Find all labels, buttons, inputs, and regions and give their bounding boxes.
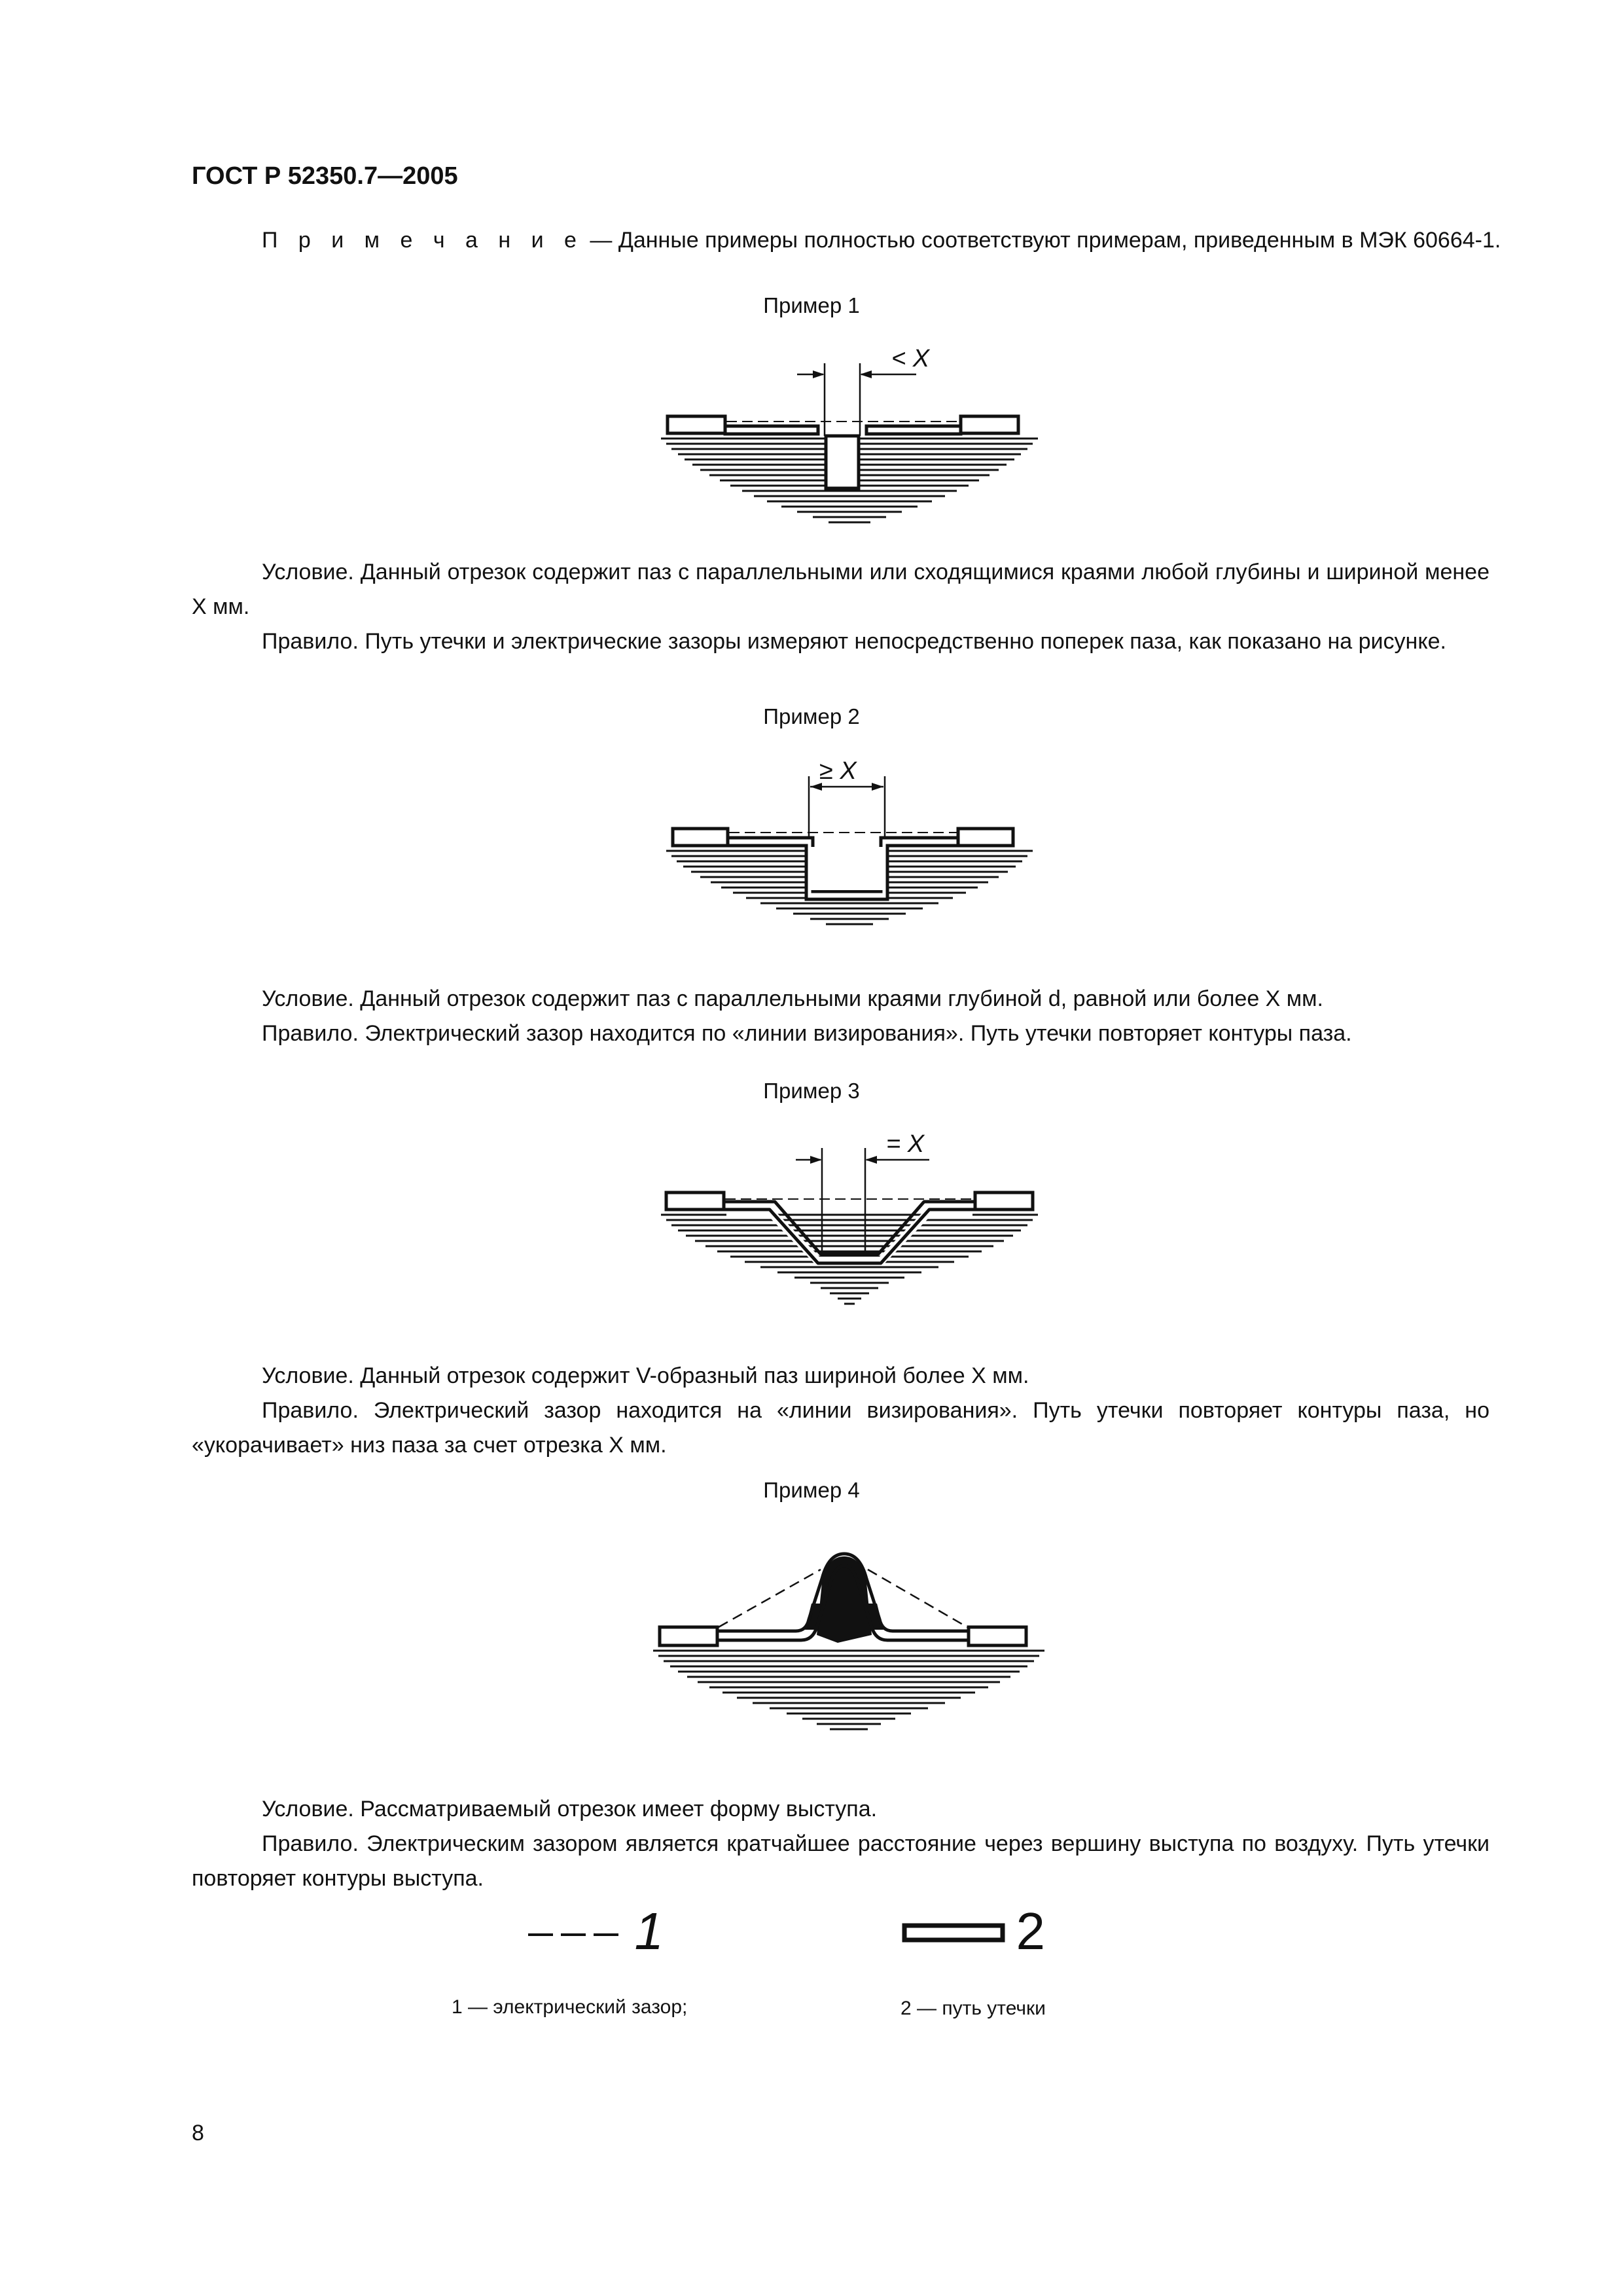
- example-2-caption: Пример 2: [763, 704, 860, 728]
- legend-1-number: 1: [634, 1902, 664, 1960]
- example-1-text: [192, 555, 1489, 659]
- example-1-caption: Пример 1: [763, 293, 860, 317]
- legend-item-1: [527, 1901, 664, 1962]
- example-3-figure: [648, 1126, 1054, 1322]
- example-4-rule: Правило. Электрическим зазором является кратчайшее расстояние через вершину выступа по воздуху. Путь утечки повторяет контуры выступа.: [192, 1831, 1489, 1891]
- example-3-caption: Пример 3: [763, 1079, 860, 1103]
- example-2-figure: [648, 753, 1054, 942]
- example-2-dimension-label: ≥ X: [819, 757, 857, 785]
- page-number: 8: [192, 2121, 204, 2145]
- example-1-condition: Условие. Данный отрезок содержит паз с параллельными или сходящимися краями любой глубины и шириной менее X мм.: [192, 560, 1489, 619]
- example-1-rule: Правило. Путь утечки и электрические зазоры измеряют непосредственно поперек паза, как показано на рисунке.: [262, 629, 1446, 654]
- example-3-text: [192, 1359, 1489, 1463]
- legend-item-2: [902, 1901, 1045, 1962]
- example-4-text: [192, 1792, 1489, 1896]
- example-3-dimension-label: = X: [886, 1130, 925, 1158]
- legend-2-caption: 2 — путь утечки: [901, 1998, 1046, 2019]
- example-4-caption: Пример 4: [763, 1478, 860, 1502]
- example-2-rule: Правило. Электрический зазор находится по «линии визирования». Путь утечки повторяет контуры паза.: [262, 1021, 1352, 1046]
- example-2-condition: Условие. Данный отрезок содержит паз с параллельными краями глубиной d, равной или более X мм.: [262, 986, 1323, 1011]
- document-header: ГОСТ Р 52350.7—2005: [192, 162, 458, 190]
- legend-1-caption: 1 — электрический зазор;: [452, 1996, 688, 2018]
- example-2-text: [192, 982, 1489, 1051]
- example-4-condition: Условие. Рассматриваемый отрезок имеет форму выступа.: [262, 1797, 878, 1821]
- example-1-dimension-label: < X: [891, 345, 930, 372]
- example-3-rule: Правило. Электрический зазор находится на «линии визирования». Путь утечки повторяет контуры паза, но «укорачивает» низ паза за счет отрезка X мм.: [192, 1398, 1489, 1458]
- note-paragraph: [262, 228, 1501, 253]
- legend-2-number: 2: [1016, 1902, 1045, 1960]
- example-1-figure: [648, 340, 1054, 530]
- double-line-symbol: [902, 1902, 1013, 1961]
- dashed-line-symbol: [527, 1902, 632, 1961]
- note-lead: П р и м е ч а н и е: [262, 228, 584, 253]
- note-text: — Данные примеры полностью соответствуют примерам, приведенным в МЭК 60664-1.: [583, 228, 1501, 253]
- example-4-figure: [641, 1525, 1060, 1741]
- example-3-condition: Условие. Данный отрезок содержит V-образный паз шириной более X мм.: [262, 1363, 1029, 1388]
